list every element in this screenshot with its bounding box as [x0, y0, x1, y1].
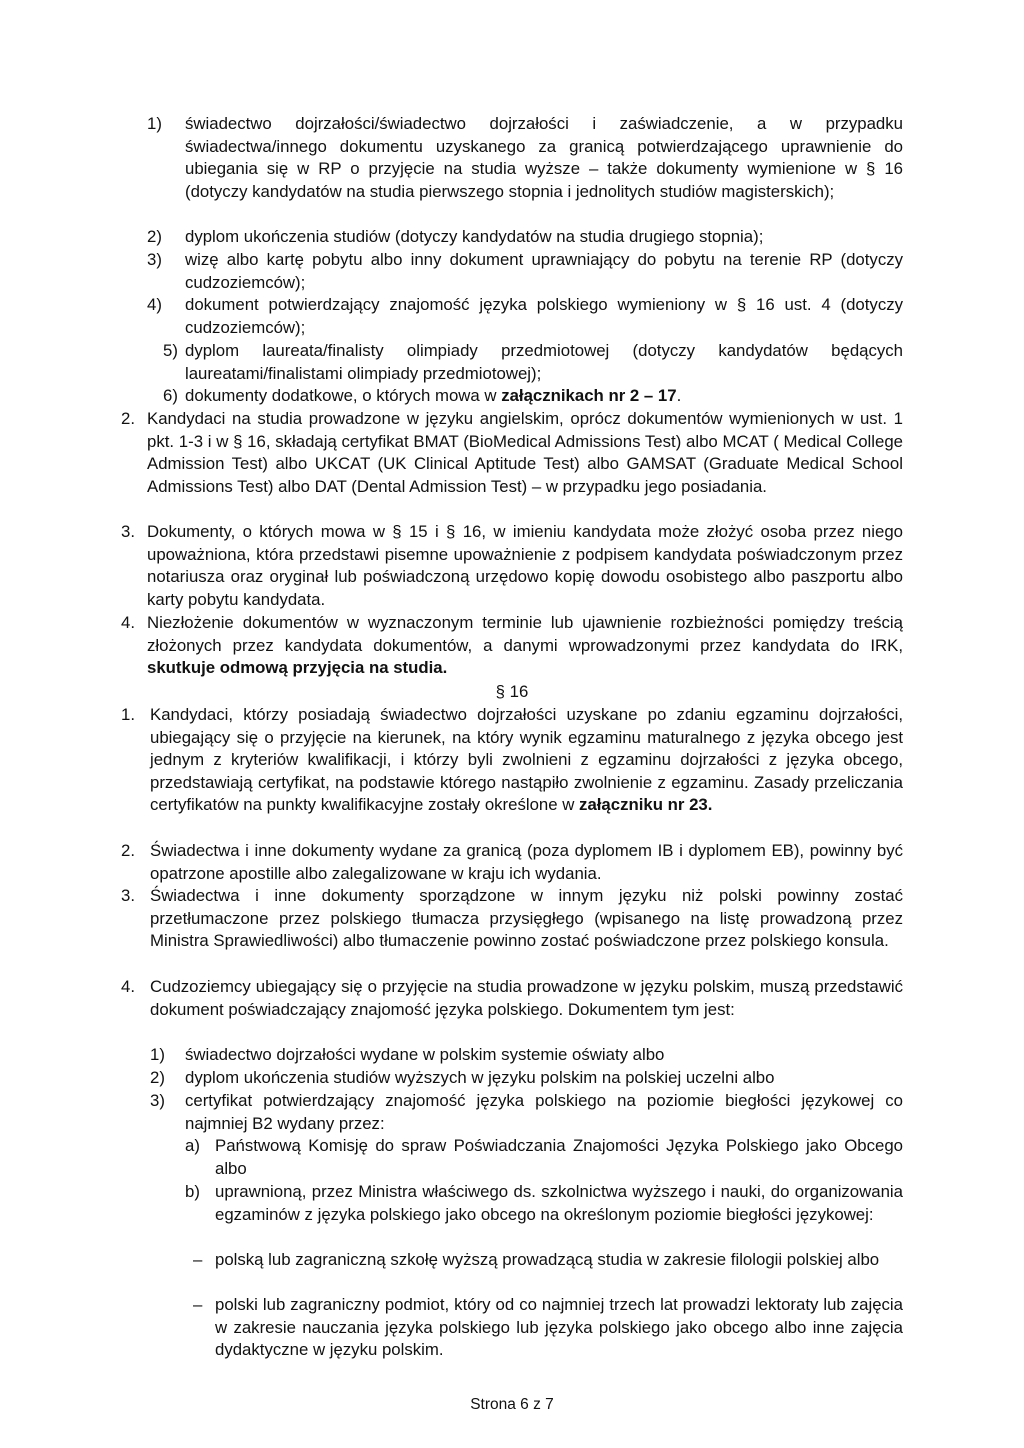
list-item-text: świadectwo dojrzałości wydane w polskim systemie oświaty albo	[185, 1045, 665, 1064]
dash-marker: –	[193, 1250, 203, 1269]
list-item-text: wizę albo kartę pobytu albo inny dokument uprawniający do pobytu na terenie RP (dotyczy cudzoziemców);	[185, 250, 903, 292]
list-item-text: polski lub zagraniczny podmiot, który od co najmniej trzech lat prowadzi lektoraty lub zajęcia w zakresie nauczania języka polskiego lub języka polskiego jako obcego albo inne zajęcia dydaktyczne w języku polskim.	[215, 1295, 903, 1360]
list-item-text: Dokumenty, o których mowa w § 15 i § 16, w imieniu kandydata może złożyć osoba przez niego upoważniona, która przedstawi pisemne upoważnienie z podpisem kandydata poświadczonym przez notariusza oraz oryginał lub poświadczoną urzędowo kopię dowodu osobistego albo paszportu albo karty pobytu kandydata.	[147, 522, 903, 609]
list-item-letter: b)	[185, 1182, 200, 1201]
letter-item	[185, 1135, 903, 1180]
list-item	[121, 976, 903, 1021]
list-item-text: dyplom ukończenia studiów (dotyczy kandydatów na studia drugiego stopnia);	[185, 227, 764, 246]
list-item	[121, 408, 903, 498]
list-item	[147, 113, 903, 203]
list-item	[147, 294, 903, 339]
list-item-text: dyplom laureata/finalisty olimpiady przedmiotowej (dotyczy kandydatów będących laureatami/finalistami olimpiady przedmiotowej);	[185, 341, 903, 383]
list-item	[163, 340, 903, 385]
list-item-number: 3)	[150, 1091, 165, 1110]
list-item-text	[185, 385, 903, 408]
list-item-text: certyfikat potwierdzający znajomość języka polskiego na poziomie biegłości językowej co najmniej B2 wydany przez:	[185, 1091, 903, 1133]
list-item	[121, 521, 903, 611]
list-item-number: 2.	[121, 409, 135, 428]
list-item-number: 5)	[163, 341, 178, 360]
list-item-text: dokument potwierdzający znajomość języka polskiego wymieniony w § 16 ust. 4 (dotyczy cudzoziemców);	[185, 295, 903, 337]
list-item	[121, 840, 903, 885]
sublist-item	[150, 1090, 903, 1135]
sublist-item	[150, 1067, 903, 1090]
list-item-text-part: dokumenty dodatkowe, o których mowa w	[185, 386, 502, 405]
list-item-letter: a)	[185, 1136, 200, 1155]
list-item-text-part: .	[676, 386, 682, 405]
page-number: Strona 6 z 7	[470, 1396, 554, 1413]
letter-item	[185, 1181, 903, 1226]
list-item-text: polską lub zagraniczną szkołę wyższą prowadzącą studia w zakresie filologii polskiej albo	[215, 1250, 880, 1269]
list-item-text: Kandydaci na studia prowadzone w języku angielskim, oprócz dokumentów wymienionych w ust. 1 pkt. 1-3 i w § 16, składają certyfikat BMAT (BioMedical Admissions Test) albo MCAT ( Medical College Admission Test) albo UKCAT (UK Clinical Aptitude Test) albo GAMSAT (Graduate Medical School Admissions Test) albo DAT (Dental Admission Test) – w przypadku jego posiadania.	[147, 409, 903, 496]
dash-item	[193, 1249, 903, 1272]
list-item-text	[147, 612, 903, 680]
dash-item	[193, 1294, 903, 1362]
list-item-text: Cudzoziemcy ubiegający się o przyjęcie na studia prowadzone w języku polskim, muszą przedstawić dokument poświadczający znajomość języka polskiego. Dokumentem tym jest:	[150, 977, 903, 1019]
list-item	[163, 385, 903, 408]
list-item-text: Świadectwa i inne dokumenty sporządzone w innym języku niż polski powinny zostać przetłumaczone przez polskiego tłumacza przysięgłego (wpisanego na listę prowadzoną przez Ministra Sprawiedliwości) albo tłumaczenie powinno zostać poświadczone przez polskiego konsula.	[150, 886, 903, 951]
list-item-text: Państwową Komisję do spraw Poświadczania Znajomości Języka Polskiego jako Obcego albo	[215, 1136, 903, 1178]
list-item-text: uprawnioną, przez Ministra właściwego ds. szkolnictwa wyższego i nauki, do organizowania egzaminów z języka polskiego jako obcego na określonym poziomie biegłości językowej:	[215, 1182, 903, 1224]
list-item-number: 2)	[150, 1068, 165, 1087]
list-item-number: 1)	[147, 114, 162, 133]
list-item-text-part: Kandydaci, którzy posiadają świadectwo dojrzałości uzyskane po zdaniu egzaminu dojrzałości, ubiegający się o przyjęcie na kierunek, na który wynik egzaminu maturalnego z języka obcego jest jednym z kryteriów kwalifikacji, i którzy byli zwolnieni z egzaminu dojrzałości z języka obcego, przedstawiają certyfikat, na podstawie którego nastąpiło zwolnienie z egzaminu. Zasady przeliczania certyfikatów na punkty kwalifikacyjne zostały określone w	[150, 705, 903, 815]
list-item-number: 2)	[147, 227, 162, 246]
list-item	[121, 885, 903, 953]
list-item	[147, 249, 903, 294]
list-item-number: 1)	[150, 1045, 165, 1064]
bold-text: załączniku nr 23.	[579, 795, 713, 815]
list-item-text-part: Niezłożenie dokumentów w wyznaczonym terminie lub ujawnienie rozbieżności pomiędzy treścią złożonych przez kandydata dokumentów, a danymi wprowadzonymi przez kandydata do IRK,	[147, 613, 903, 655]
list-item-number: 2.	[121, 841, 135, 860]
list-item-number: 3.	[121, 886, 135, 905]
bold-text: załącznikach nr 2 – 17	[501, 386, 677, 405]
list-item-number: 6)	[163, 386, 178, 405]
list-item-text: Świadectwa i inne dokumenty wydane za granicą (poza dyplomem IB i dyplomem EB), powinny być opatrzone apostille albo zalegalizowane w kraju ich wydania.	[150, 841, 903, 883]
list-item-number: 4)	[147, 295, 162, 314]
list-item-number: 4.	[121, 977, 135, 996]
sublist-item	[150, 1044, 903, 1067]
list-item-number: 4.	[121, 613, 135, 632]
list-item-number: 3.	[121, 522, 135, 541]
list-item	[121, 612, 903, 680]
list-item-text	[150, 704, 903, 817]
list-item-text: świadectwo dojrzałości/świadectwo dojrzałości i zaświadczenie, a w przypadku świadectwa/innego dokumentu uzyskanego za granicą potwierdzającego uprawnienie do ubiegania się w RP o przyjęcie na studia wyższe – także dokumenty wymienione w § 16 (dotyczy kandydatów na studia pierwszego stopnia i jednolitych studiów magisterskich);	[185, 114, 903, 201]
list-item-text: dyplom ukończenia studiów wyższych w języku polskim na polskiej uczelni albo	[185, 1068, 775, 1087]
list-item-number: 3)	[147, 250, 162, 269]
bold-text: skutkuje odmową przyjęcia na studia.	[147, 658, 448, 678]
list-item	[147, 226, 903, 249]
section-heading: § 16	[495, 682, 529, 701]
list-item	[121, 704, 903, 817]
dash-marker: –	[193, 1295, 203, 1314]
list-item-number: 1.	[121, 705, 135, 724]
